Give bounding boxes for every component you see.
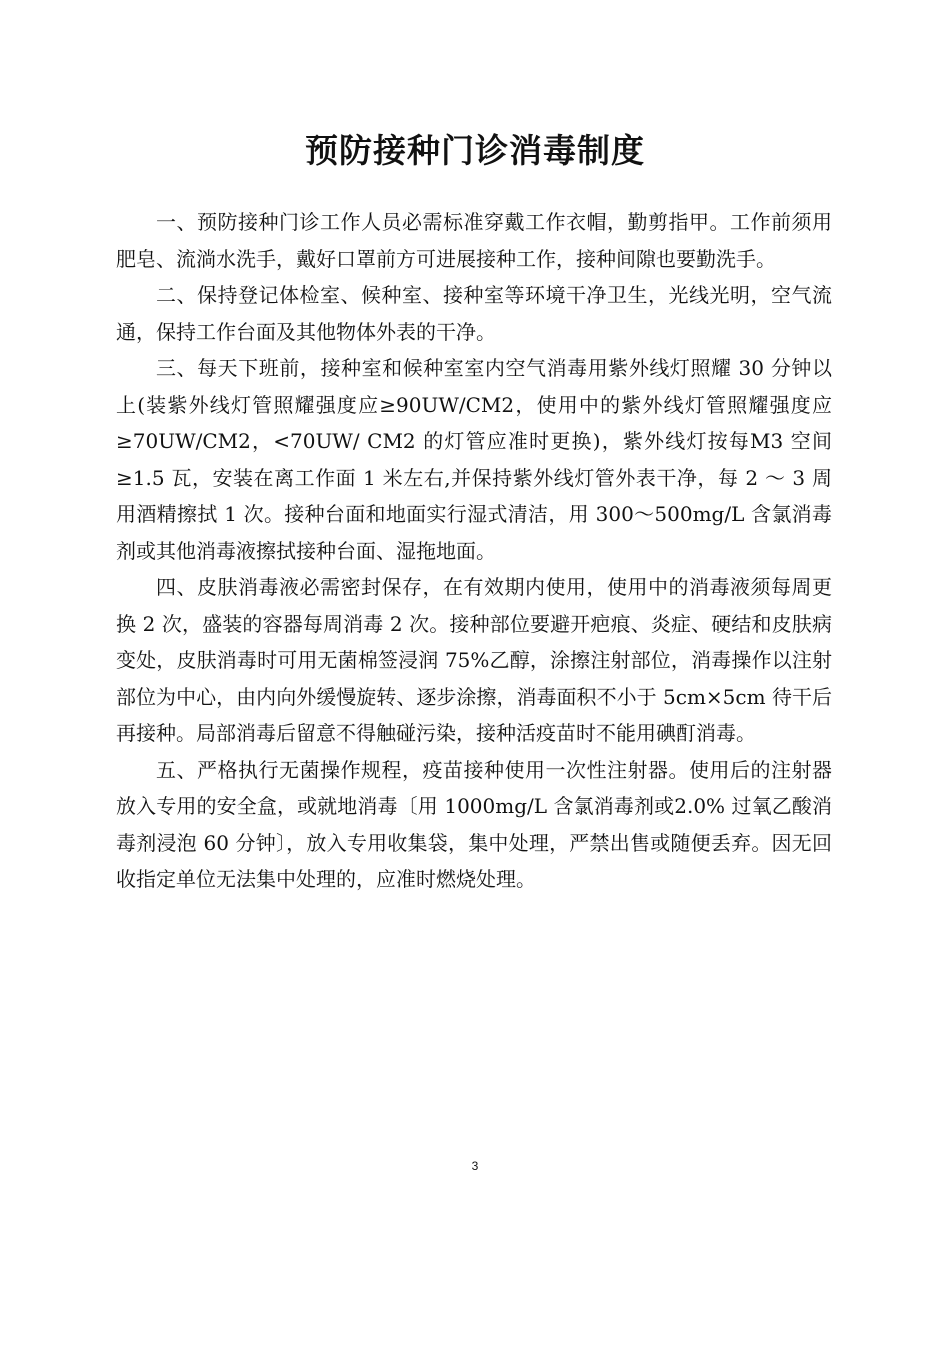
document-body	[116, 204, 832, 898]
paragraph-1: 一、预防接种门诊工作人员必需标准穿戴工作衣帽，勤剪指甲。工作前须用肥皂、流淌水洗手，戴好口罩前方可进展接种工作，接种间隙也要勤洗手。	[116, 210, 832, 271]
paragraph-4: 四、皮肤消毒液必需密封保存，在有效期内使用，使用中的消毒液须每周更换 2 次，盛装的容器每周消毒 2 次。接种部位要避开疤痕、炎症、硬结和皮肤病变处，皮肤消毒时可用无菌棉签浸润 75%乙醇，涂擦注射部位，消毒操作以注射部位为中心，由内向外缓慢旋转、逐步涂擦，消毒面积不小于 5cm×5cm 待干后再接种。局部消毒后留意不得触碰污染，接种活疫苗时不能用碘酊消毒。	[116, 575, 832, 745]
paragraph-5: 五、严格执行无菌操作规程，疫苗接种使用一次性注射器。使用后的注射器放入专用的安全盒，或就地消毒〔用 1000mg/L 含氯消毒剂或2.0% 过氧乙酸消毒剂浸泡 60 分钟〕，放入专用收集袋，集中处理，严禁出售或随便丢弃。因无回收指定单位无法集中处理的，应准时燃烧处理。	[116, 757, 832, 891]
paragraph-2: 二、保持登记体检室、候种室、接种室等环境干净卫生，光线光明，空气流通，保持工作台面及其他物体外表的干净。	[116, 283, 832, 344]
document-title: 预防接种门诊消毒制度	[305, 131, 645, 170]
paragraph-3: 三、每天下班前，接种室和候种室室内空气消毒用紫外线灯照耀 30 分钟以上(装紫外线灯管照耀强度应≥90UW/CM2，使用中的紫外线灯管照耀强度应≥70UW/CM2，<70UW/ CM2 的灯管应准时更换)，紫外线灯按每M3 空间≥1.5 瓦，安装在离工作面 1 米左右,并保持紫外线灯管外表干净，每 2 ～ 3 周用酒精擦拭 1 次。接种台面和地面实行湿式清洁，用 300～500mg/L 含氯消毒剂或其他消毒液擦拭接种台面、湿拖地面。	[116, 356, 832, 563]
page-number: 3	[471, 1159, 479, 1173]
